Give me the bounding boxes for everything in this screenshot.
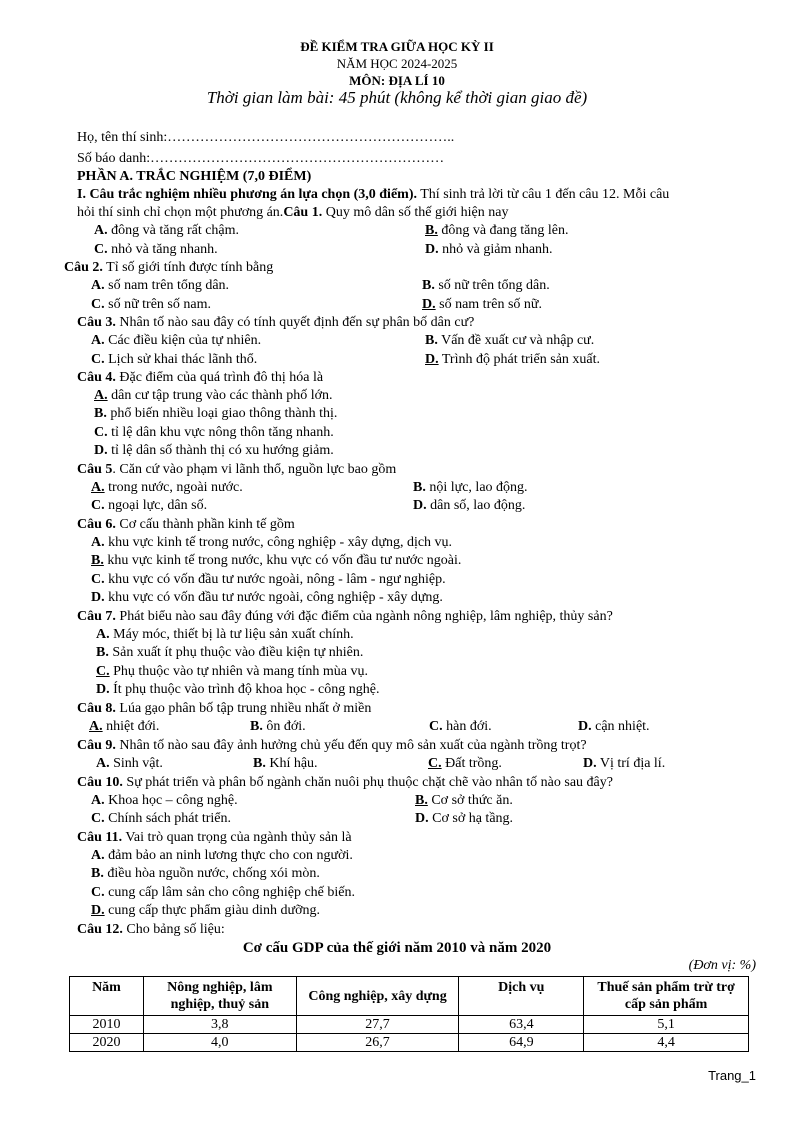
- q11-option-a: A. đảm bảo an ninh lương thực cho con người.: [91, 848, 353, 863]
- q9-option-c: C. Đất trồng.: [428, 756, 502, 771]
- header-cell: Thuế sản phẩm trừ trợ cấp sản phẩm: [584, 977, 749, 1016]
- q1-option-c: C. nhỏ và tăng nhanh.: [94, 242, 218, 257]
- q6-option-a: A. khu vực kinh tế trong nước, công nghiệp - xây dựng, dịch vụ.: [91, 535, 453, 550]
- header-cell: Năm: [70, 977, 144, 1016]
- table-title: Cơ cấu GDP của thế giới năm 2010 và năm 2020: [242, 940, 552, 956]
- q11-option-d: D. cung cấp thực phẩm giàu dinh dưỡng.: [91, 903, 321, 918]
- header-cell: Công nghiệp, xây dựng: [296, 977, 459, 1016]
- table-row: [70, 1034, 749, 1052]
- q5-option-c: C. ngoại lực, dân số.: [91, 498, 208, 513]
- q6-option-b: B. khu vực kinh tế trong nước, khu vực có vốn đầu tư nước ngoài.: [91, 553, 462, 568]
- q6-stem: Câu 6. Cơ cấu thành phần kinh tế gồm: [77, 517, 295, 532]
- q10-option-b: B. Cơ sở thức ăn.: [415, 793, 513, 808]
- q7-option-d: D. Ít phụ thuộc vào trình độ khoa học - công nghệ.: [96, 682, 380, 697]
- q6-option-d: D. khu vực có vốn đầu tư nước ngoài, công nghiệp - xây dựng.: [91, 590, 443, 605]
- q1-option-a: A. đông và tăng rất chậm.: [94, 223, 240, 238]
- q5-option-d: D. dân số, lao động.: [413, 498, 526, 513]
- q7-option-b: B. Sản xuất ít phụ thuộc vào điều kiện tự nhiên.: [96, 645, 364, 660]
- table-cell: 3,8: [143, 1016, 296, 1034]
- q8-option-a: A. nhiệt đới.: [89, 719, 160, 734]
- section-intro-cont: hỏi thí sinh chỉ chọn một phương án.Câu 1. Quy mô dân số thế giới hiện nay: [77, 205, 509, 220]
- table-cell: 63,4: [459, 1016, 584, 1034]
- q8-option-c: C. hàn đới.: [429, 719, 492, 734]
- q9-stem: Câu 9. Nhân tố nào sau đây ảnh hưởng chủ yếu đến quy mô sản xuất của ngành trồng trọt?: [77, 738, 587, 753]
- q2-option-c: C. số nữ trên số nam.: [91, 297, 211, 312]
- q5-stem: Câu 5. Căn cứ vào phạm vi lãnh thổ, nguồn lực bao gồm: [77, 462, 397, 477]
- q1-option-d: D. nhỏ và giảm nhanh.: [425, 242, 553, 257]
- q2-option-b: B. số nữ trên tổng dân.: [422, 278, 550, 293]
- q9-option-d: D. Vị trí địa lí.: [583, 756, 666, 771]
- q3-option-b: B. Vấn đề xuất cư và nhập cư.: [425, 333, 595, 348]
- student-name-line: Họ, tên thí sinh:……………………………………………………..: [77, 130, 455, 145]
- table-cell: 2010: [70, 1016, 144, 1034]
- subject: MÔN: ĐỊA LÍ 10: [349, 73, 445, 88]
- q6-option-c: C. khu vực có vốn đầu tư nước ngoài, nông - lâm - ngư nghiệp.: [91, 572, 446, 587]
- table-cell: 64,9: [459, 1034, 584, 1052]
- q11-option-c: C. cung cấp lâm sản cho công nghiệp chế biến.: [91, 885, 355, 900]
- table-cell: 2020: [70, 1034, 144, 1052]
- table-unit: (Đơn vị: %): [688, 958, 756, 973]
- q8-stem: Câu 8. Lúa gạo phân bố tập trung nhiều nhất ở miền: [77, 701, 372, 716]
- table-row: [70, 1016, 749, 1034]
- q9-option-b: B. Khí hậu.: [253, 756, 318, 771]
- q5-option-b: B. nội lực, lao động.: [413, 480, 528, 495]
- q10-option-c: C. Chính sách phát triển.: [91, 811, 231, 826]
- table-cell: 5,1: [584, 1016, 749, 1034]
- q12-stem: Câu 12. Cho bảng số liệu:: [77, 922, 225, 937]
- exam-title: ĐỀ KIỂM TRA GIỮA HỌC KỲ II: [300, 39, 494, 54]
- section-intro: I. Câu trắc nghiệm nhiều phương án lựa chọn (3,0 điểm). Thí sinh trả lời từ câu 1 đến câu 12. Mỗi câu: [77, 187, 670, 202]
- q9-option-a: A. Sinh vật.: [96, 756, 163, 771]
- gdp-table: [69, 976, 749, 1052]
- header-cell: Dịch vụ: [459, 977, 584, 1016]
- q4-option-d: D. tỉ lệ dân số thành thị có xu hướng giảm.: [94, 443, 334, 458]
- q8-option-d: D. cận nhiệt.: [578, 719, 650, 734]
- q10-stem: Câu 10. Sự phát triển và phân bố ngành chăn nuôi phụ thuộc chặt chẽ vào nhân tố nào sau đây?: [77, 775, 613, 790]
- part-a-title: PHẦN A. TRẮC NGHIỆM (7,0 ĐIỂM): [77, 169, 312, 184]
- q7-option-c: C. Phụ thuộc vào tự nhiên và mang tính mùa vụ.: [96, 664, 369, 679]
- table-cell: 27,7: [296, 1016, 459, 1034]
- time-note: Thời gian làm bài: 45 phút (không kể thời gian giao đề): [206, 88, 588, 107]
- q3-option-a: A. Các điều kiện của tự nhiên.: [91, 333, 262, 348]
- q4-stem: Câu 4. Đặc điểm của quá trình đô thị hóa là: [77, 370, 324, 385]
- q1-option-b: B. đông và đang tăng lên.: [425, 223, 569, 238]
- q5-option-a: A. trong nước, ngoài nước.: [91, 480, 243, 495]
- q11-option-b: B. điều hòa nguồn nước, chống xói mòn.: [91, 866, 320, 881]
- q3-option-d: D. Trình độ phát triển sản xuất.: [425, 352, 601, 367]
- header-cell: Nông nghiệp, lâm nghiệp, thuỷ sản: [143, 977, 296, 1016]
- table-cell: 26,7: [296, 1034, 459, 1052]
- q2-option-d: D. số nam trên số nữ.: [422, 297, 542, 312]
- table-cell: 4,4: [584, 1034, 749, 1052]
- table-cell: 4,0: [143, 1034, 296, 1052]
- q7-option-a: A. Máy móc, thiết bị là tư liệu sản xuất chính.: [96, 627, 354, 642]
- student-id-line: Số báo danh:………………………………………………………: [77, 151, 445, 166]
- q7-stem: Câu 7. Phát biểu nào sau đây đúng với đặc điểm của ngành nông nghiệp, lâm nghiệp, thủy sản?: [77, 609, 613, 624]
- table-header-row: [70, 977, 749, 1016]
- q2-stem: Câu 2. Tỉ số giới tính được tính bằng: [64, 260, 274, 275]
- q4-option-b: B. phổ biến nhiều loại giao thông thành thị.: [94, 406, 338, 421]
- q10-option-d: D. Cơ sở hạ tầng.: [415, 811, 514, 826]
- q4-option-c: C. tỉ lệ dân khu vực nông thôn tăng nhanh.: [94, 425, 334, 440]
- school-year: NĂM HỌC 2024-2025: [336, 56, 458, 71]
- q10-option-a: A. Khoa học – công nghệ.: [91, 793, 238, 808]
- q8-option-b: B. ôn đới.: [250, 719, 306, 734]
- q3-option-c: C. Lịch sử khai thác lãnh thổ.: [91, 352, 258, 367]
- q2-option-a: A. số nam trên tổng dân.: [91, 278, 230, 293]
- q11-stem: Câu 11. Vai trò quan trọng của ngành thủy sản là: [77, 830, 352, 845]
- page-number: Trang_1: [708, 1068, 756, 1083]
- q4-option-a: A. dân cư tập trung vào các thành phố lớn.: [94, 388, 333, 403]
- q3-stem: Câu 3. Nhân tố nào sau đây có tính quyết định đến sự phân bố dân cư?: [77, 315, 475, 330]
